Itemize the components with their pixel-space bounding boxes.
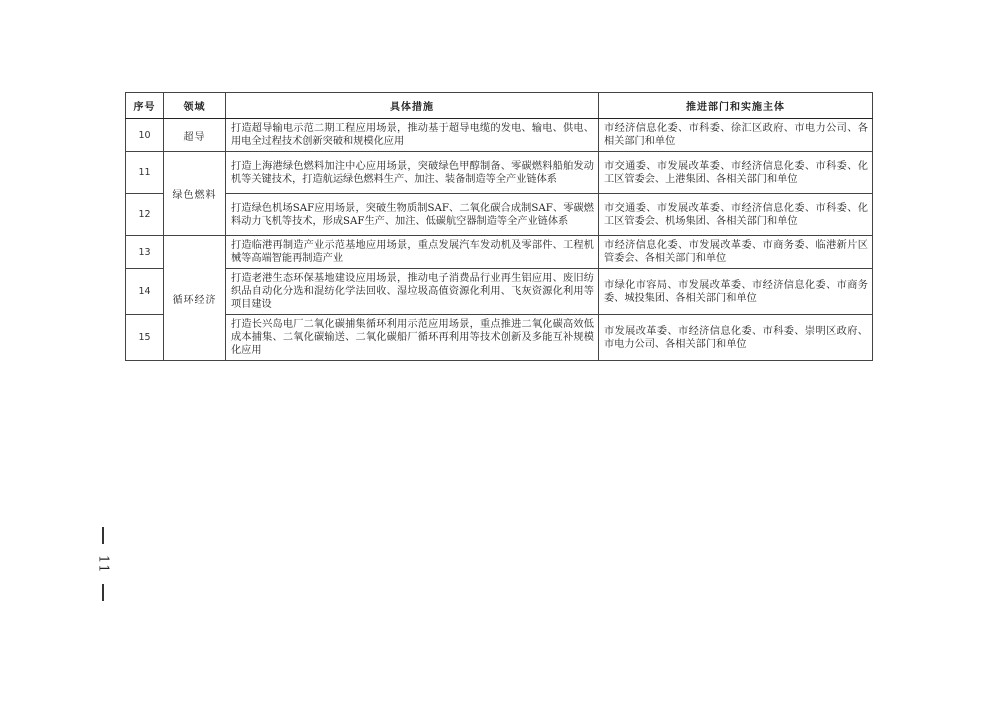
page-number bbox=[96, 527, 110, 601]
dept-cell: 市发展改革委、市经济信息化委、市科委、崇明区政府、市电力公司、各相关部门和单位 bbox=[599, 315, 873, 361]
header-measure: 具体措施 bbox=[226, 93, 599, 119]
row-number: 12 bbox=[126, 194, 164, 236]
domain-cell: 循环经济 bbox=[164, 236, 226, 361]
dept-cell: 市交通委、市发展改革委、市经济信息化委、市科委、化工区管委会、机场集团、各相关部门和单位 bbox=[599, 194, 873, 236]
table-row bbox=[126, 152, 873, 194]
measure-cell: 打造长兴岛电厂二氧化碳捕集循环利用示范应用场景，重点推进二氧化碳高效低成本捕集、二氧化碳输送、二氧化碳船厂循环再利用等技术创新及多能互补规模化应用 bbox=[226, 315, 599, 361]
measure-cell: 打造绿色机场SAF应用场景，突破生物质制SAF、二氧化碳合成制SAF、零碳燃料动力飞机等技术，形成SAF生产、加注、低碳航空器制造等全产业链体系 bbox=[226, 194, 599, 236]
row-number: 15 bbox=[126, 315, 164, 361]
table-row bbox=[126, 119, 873, 152]
dept-cell: 市绿化市容局、市发展改革委、市经济信息化委、市商务委、城投集团、各相关部门和单位 bbox=[599, 269, 873, 315]
measure-cell: 打造临港再制造产业示范基地应用场景，重点发展汽车发动机及零部件、工程机械等高端智能再制造产业 bbox=[226, 236, 599, 269]
measure-cell: 打造上海港绿色燃料加注中心应用场景，突破绿色甲醇制备、零碳燃料船舶发动机等关键技术，打造航运绿色燃料生产、加注、装备制造等全产业链体系 bbox=[226, 152, 599, 194]
dept-cell: 市交通委、市发展改革委、市经济信息化委、市科委、化工区管委会、上港集团、各相关部门和单位 bbox=[599, 152, 873, 194]
header-no: 序号 bbox=[126, 93, 164, 119]
row-number: 10 bbox=[126, 119, 164, 152]
page-number-text: 11 bbox=[95, 554, 111, 574]
header-dept: 推进部门和实施主体 bbox=[599, 93, 873, 119]
measures-table bbox=[125, 92, 873, 361]
dept-cell: 市经济信息化委、市科委、徐汇区政府、市电力公司、各相关部门和单位 bbox=[599, 119, 873, 152]
table-row bbox=[126, 236, 873, 269]
row-number: 14 bbox=[126, 269, 164, 315]
row-number: 13 bbox=[126, 236, 164, 269]
page-number-dash-top bbox=[102, 527, 103, 544]
page-number-dash-bottom bbox=[102, 584, 103, 601]
measure-cell: 打造老港生态环保基地建设应用场景，推动电子消费品行业再生铝应用、废旧纺织品自动化分选和混纺化学法回收、湿垃圾高值资源化利用、飞灰资源化利用等项目建设 bbox=[226, 269, 599, 315]
table-row bbox=[126, 194, 873, 236]
table-header-row bbox=[126, 93, 873, 119]
table-row bbox=[126, 269, 873, 315]
row-number: 11 bbox=[126, 152, 164, 194]
header-domain: 领域 bbox=[164, 93, 226, 119]
domain-cell: 超导 bbox=[164, 119, 226, 152]
domain-cell: 绿色燃料 bbox=[164, 152, 226, 236]
dept-cell: 市经济信息化委、市发展改革委、市商务委、临港新片区管委会、各相关部门和单位 bbox=[599, 236, 873, 269]
table-row bbox=[126, 315, 873, 361]
measure-cell: 打造超导输电示范二期工程应用场景，推动基于超导电缆的发电、输电、供电、用电全过程技术创新突破和规模化应用 bbox=[226, 119, 599, 152]
